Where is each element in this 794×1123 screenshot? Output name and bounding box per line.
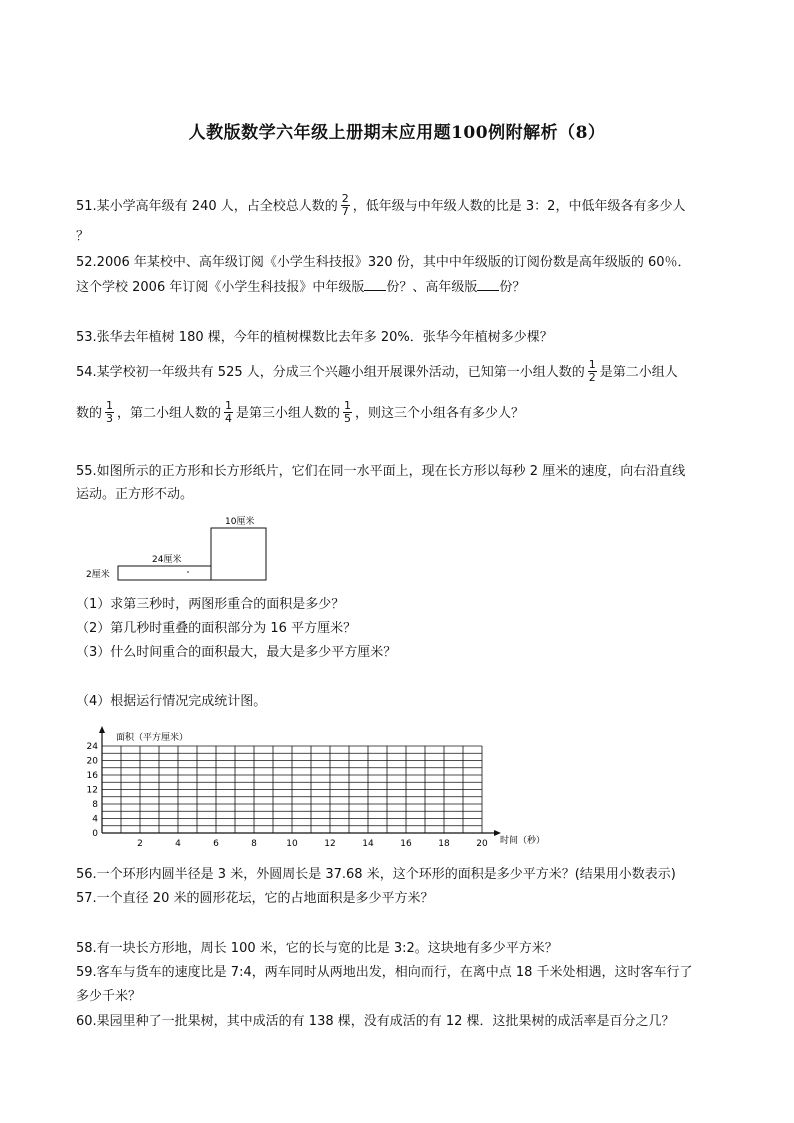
x-tick-label: 12 [324,839,336,849]
y-tick-label: 20 [86,756,98,767]
chart-grid [102,746,482,833]
question-55-sub3: （3）什么时间重合的面积最大，最大是多少平方厘米？ [76,645,397,660]
question-56: 56.一个环形内圆半径是 3 米，外圆周长是 37.68 米，这个环形的面积是多少平方米？(结果用小数表示) [76,867,676,882]
fraction: $\frac{1}{3}$ [106,399,114,425]
x-tick-label: 18 [438,839,450,849]
question-54-line2: 数的 $\frac{1}{3}$ ，第二小组人数的 $\frac{1}{4}$ 是第三小组人数的 $\frac{1}{5}$ ，则这三个小组各有多少人？ [76,399,525,425]
y-tick-label: 24 [86,742,98,752]
y-tick-label: 8 [92,800,98,810]
question-55: 55.如图所示的正方形和长方形纸片，它们在同一水平面上，现在长方形以每秒 2 厘米的速度，向右沿直线 [76,464,686,479]
question-52: 52.2006 年某校中、高年级订阅《小学生科技报》320 份，其中中年级版的订阅份数是高年级版的 60％． [76,255,691,270]
fraction: $\frac{1}{4}$ [225,399,233,425]
y-tick-label: 16 [86,771,98,781]
question-60: 60.果园里种了一批果树，其中成活的有 138 棵，没有成活的有 12 棵．这批果树的成活率是百分之几？ [76,1014,675,1029]
page-title: 人教版数学六年级上册期末应用题100例附解析（8） [188,123,606,143]
square-rectangle-figure [84,512,284,584]
x-tick-label: 16 [400,839,412,849]
square-shape [211,528,266,580]
fraction: $\frac{2}{7}$ [341,192,349,218]
x-tick-label: 2 [137,839,143,849]
question-58: 58.有一块长方形地，周长 100 米，它的长与宽的比是 3:2。这块地有多少平方米？ [76,941,558,956]
y-axis-label: 面积（平方厘米） [116,733,189,743]
x-tick-label: 14 [362,839,374,849]
question-55-sub1: （1）求第三秒时，两图形重合的面积是多少？ [76,597,345,612]
x-axis-label: 时间（秒） [500,836,546,846]
question-54: 54.某学校初一年级共有 525 人，分成三个兴趣小组开展课外活动，已知第一小组人数的 $\frac{1}{2}$ 是第二小组人 [76,358,678,384]
x-tick-label: 10 [286,839,298,849]
question-55-sub4: （4）根据运行情况完成统计图。 [76,694,267,709]
y-axis-arrow [99,726,105,733]
rect-length-label: 24厘米 [152,555,182,565]
y-tick-label: 12 [86,785,98,796]
question-51-cont: ？ [76,229,90,244]
x-tick-label: 8 [251,839,257,849]
fraction: $\frac{1}{2}$ [588,358,596,384]
question-55-line2: 运动。正方形不动。 [76,487,194,502]
y-tick-label: 4 [92,814,98,825]
answer-blank[interactable] [364,278,386,291]
y-ticks [87,742,99,839]
x-ticks [137,839,488,849]
question-53: 53.张华去年植树 180 棵，今年的植树棵数比去年多 20%．张华今年植树多少棵？ [76,330,553,345]
x-tick-label: 20 [476,839,488,849]
area-statistics-chart [82,724,582,850]
x-tick-label: 6 [213,839,219,849]
rectangle-shape [118,566,211,580]
square-side-label: 10厘米 [225,517,255,527]
fraction: $\frac{1}{5}$ [344,399,352,425]
question-52-line2: 这个学校 2006 年订阅《小学生科技报》中年级版 份？、高年级版 份？ [76,280,526,295]
dot-mark [187,571,189,573]
question-55-sub2: （2）第几秒时重叠的面积部分为 16 平方厘米？ [76,621,357,636]
rect-height-label: 2厘米 [86,570,110,580]
question-57: 57.一个直径 20 米的圆形花坛，它的占地面积是多少平方米？ [76,891,434,906]
question-59: 59.客车与货车的速度比是 7:4，两车同时从两地出发，相向而行，在离中点 18 千米处相遇，这时客车行了 [76,965,693,980]
x-tick-label: 4 [175,839,181,849]
y-tick-label: 0 [92,829,98,839]
question-59-line2: 多少千米？ [76,989,142,1004]
question-51: 51.某小学高年级有 240 人，占全校总人数的 $\frac{2}{7}$ ，低年级与中年级人数的比是 3：2，中低年级各有多少人 [76,192,686,218]
answer-blank[interactable] [477,278,499,291]
